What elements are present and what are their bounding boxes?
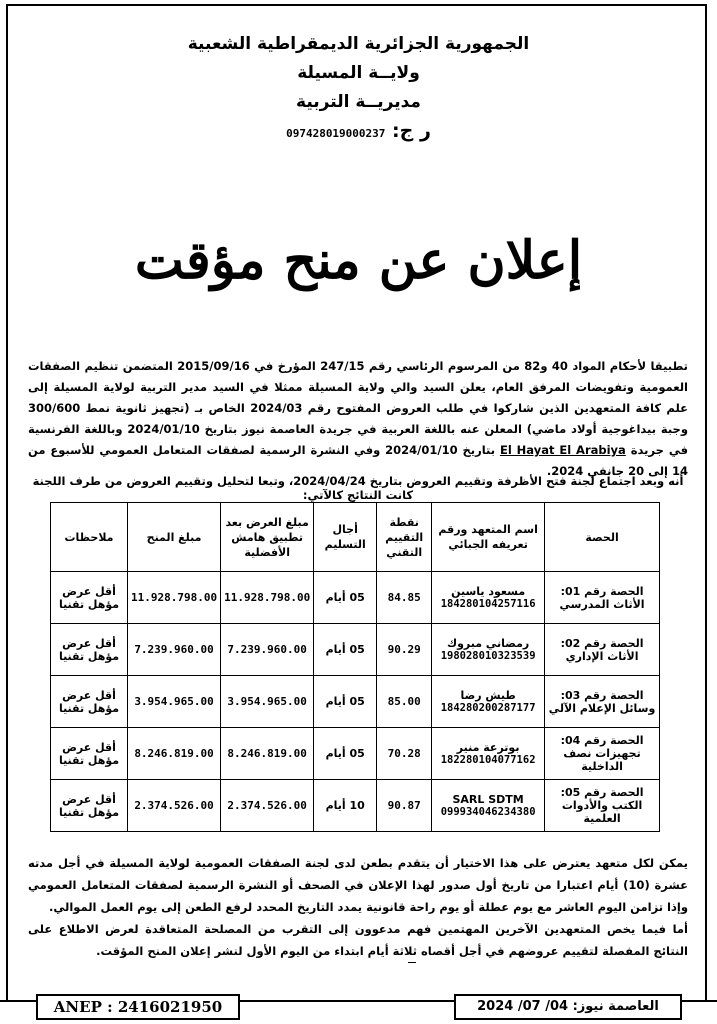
wilaya-name: ولايــة المسيلة (297, 63, 420, 83)
cell-amount: 3.954.965.00 (128, 676, 221, 728)
cell-score: 85.00 (377, 676, 432, 728)
cell-notes: أقل عرض مؤهل تقنيا (51, 728, 128, 780)
bidder-name: رمضاني مبروك (446, 637, 530, 650)
header-notes: ملاحظات (51, 503, 128, 572)
intro-text-1: تطبيقا لأحكام المواد 40 و82 من المرسوم الرئاسي رقم 247/15 المؤرخ في 2015/09/16 المتضمن تنظيم الصفقات العمومية وتفويضات المرفق العام، يعلن السيد والي ولاية المسيلة ممثلا في السيد مدير التربية لولاية المسيلة إلى علم كافة المتعهدين الذين شاركوا في طلب العروض المفتوح رقم 2024/03 الخاص بـ (تجهيز ثانوية نمط 300/600 وجبة بيداغوجية أولاد ماضي) المعلن عنه باللغة العربية في جريدة العاصمة نيوز بتاريخ 2024/01/10 وباللغة الفرنسية في جريدة (28, 359, 688, 457)
cell-bidder (432, 676, 545, 728)
table-row (51, 728, 660, 780)
intro-text-2: بتاريخ 2024/01/10 وفي النشرة الرسمية لصفقات المتعامل العمومي للأسبوع من 14 إلى 20 جانفي 2024. (28, 443, 688, 478)
header-lot: الحصة (545, 503, 660, 572)
cell-amount: 2.374.526.00 (128, 780, 221, 832)
cell-after-margin: 11.928.798.00 (221, 572, 314, 624)
cell-delay: 05 أيام (314, 676, 377, 728)
header-score: نقطة التقييم التقني (377, 503, 432, 572)
results-table (50, 502, 660, 832)
table-row (51, 780, 660, 832)
ref-label: ر ج: (392, 120, 431, 142)
cell-bidder (432, 780, 545, 832)
cell-amount: 11.928.798.00 (128, 572, 221, 624)
cell-after-margin: 8.246.819.00 (221, 728, 314, 780)
header-delay: أجال التسليم (314, 503, 377, 572)
cell-score: 90.29 (377, 624, 432, 676)
cell-lot: الحصة رقم 01: الأثاث المدرسي (545, 572, 660, 624)
cell-score: 84.85 (377, 572, 432, 624)
cell-lot: الحصة رقم 02: الأثاث الإداري (545, 624, 660, 676)
bidder-nif: 182280104077162 (440, 754, 536, 766)
table-row (51, 624, 660, 676)
header-bidder: اسم المتعهد ورقم تعريفه الجبائي (432, 503, 545, 572)
cell-lot: الحصة رقم 04: تجهيزات نصف الداخلية (545, 728, 660, 780)
header (0, 30, 717, 148)
cell-delay: 05 أيام (314, 624, 377, 676)
cell-after-margin: 3.954.965.00 (221, 676, 314, 728)
cell-bidder (432, 728, 545, 780)
reference-line (0, 117, 717, 148)
header-amount: مبلغ المنح (128, 503, 221, 572)
cell-amount: 8.246.819.00 (128, 728, 221, 780)
bidder-nif: 198028010323539 (440, 650, 536, 662)
cell-lot: الحصة رقم 03: وسائل الإعلام الآلي (545, 676, 660, 728)
other-bidders-paragraph: أما فيما يخص المتعهدين الآخرين المهتمين فهم مدعوون إلى التقرب من المصلحة المتعاقدة لعرض الاطلاع على النتائج المفصلة لتقييم عروضهم في أجل أقصاه ثلاثة أيام ابتداء من اليوم الأول لنشر إعلان المنح المؤقت. (28, 922, 688, 958)
bidder-nif: 099934046234380 (440, 806, 536, 818)
footer-text (28, 852, 688, 962)
cell-bidder (432, 572, 545, 624)
bidder-name: SARL SDTM (452, 793, 524, 806)
cell-after-margin: 2.374.526.00 (221, 780, 314, 832)
table-header-row (51, 503, 660, 572)
bidder-nif: 184280104257116 (440, 598, 536, 610)
cell-lot: الحصة رقم 05: الكتب والأدوات العلمية (545, 780, 660, 832)
newspaper-date: العاصمة نيوز: 04/ 07/ 2024 (454, 994, 682, 1020)
directorate-name: مديريــة التربية (296, 92, 421, 112)
header-after-margin: مبلغ العرض بعد تطبيق هامش الأفضلية (221, 503, 314, 572)
results-lead: أنه وبعد اجتماع لجنة فتح الأظرفة وتقييم العروض بتاريخ 2024/04/24، وتبعا لتحليل وتقييم العروض من طرف اللجنة كانت النتائج كالآتي: (32, 474, 684, 502)
cell-notes: أقل عرض مؤهل تقنيا (51, 624, 128, 676)
bidder-name: مسعود ياسين (451, 585, 526, 598)
cell-delay: 05 أيام (314, 728, 377, 780)
intro-paragraph (28, 356, 688, 482)
cell-amount: 7.239.960.00 (128, 624, 221, 676)
bidder-nif: 184280200287177 (440, 702, 536, 714)
cell-score: 70.28 (377, 728, 432, 780)
appeal-paragraph: يمكن لكل متعهد يعترض على هذا الاختيار أن يتقدم بطعن لدى لجنة الصفقات العمومية لولاية المسيلة في أجل مدته عشرة (10) أيام اعتبارا من تاريخ أول صدور لهذا الإعلان في الصحف أو النشرة الرسمية لصفقات المتعامل العمومي وإذا تزامن اليوم العاشر مع يوم عطلة أو يوم راحة قانونية يمدد التاريخ المحدد لرفع الطعن إلى يوم العمل الموالي. (28, 856, 688, 914)
cell-notes: أقل عرض مؤهل تقنيا (51, 676, 128, 728)
country-name: الجمهورية الجزائرية الديمقراطية الشعبية (187, 34, 530, 54)
ref-number: 097428019000237 (286, 127, 386, 140)
cell-notes: أقل عرض مؤهل تقنيا (51, 572, 128, 624)
bidder-name: بوترعة منير (456, 741, 520, 754)
cell-delay: 05 أيام (314, 572, 377, 624)
bidder-name: طيش رضا (460, 689, 516, 702)
cell-bidder (432, 624, 545, 676)
anep-reference: ANEP : 2416021950 (36, 994, 240, 1020)
table-row (51, 676, 660, 728)
page-title: إعلان عن منح مؤقت (134, 230, 583, 291)
cell-delay: 10 أيام (314, 780, 377, 832)
divider (408, 962, 416, 963)
cell-notes: أقل عرض مؤهل تقنيا (51, 780, 128, 832)
table-row (51, 572, 660, 624)
cell-score: 90.87 (377, 780, 432, 832)
cell-after-margin: 7.239.960.00 (221, 624, 314, 676)
french-paper-name: El Hayat El Arabiya (499, 443, 626, 457)
